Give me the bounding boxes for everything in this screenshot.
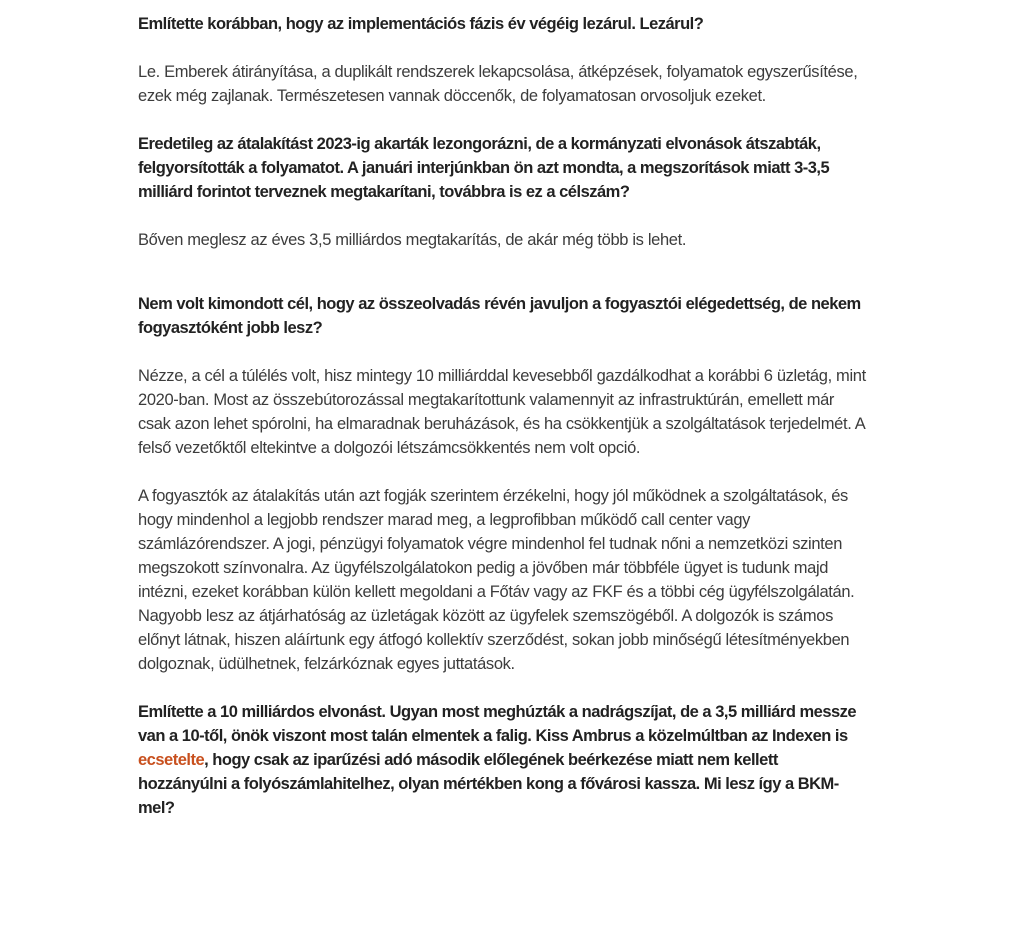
article-body [138,12,868,820]
interview-question: Említette korábban, hogy az implementációs fázis év végéig lezárul. Lezárul? [138,15,704,33]
interview-answer: A fogyasztók az átalakítás után azt fogják szerintem érzékelni, hogy jól működnek a szolgáltatások, és hogy mindenhol a legjobb rendszer marad meg, a legprofibban működő call center vagy számlázórendszer. A jogi, pénzügyi folyamatok végre mindenhol fel tudnak nőni a nemzetközi szinten megszokott színvonalra. Az ügyfélszolgálatokon pedig a jövőben már többféle ügyet is tudunk majd intézni, ezeket korábban külön kellett megoldani a Főtáv vagy az FKF és a többi cég ügyfélszolgálatán. Nagyobb lesz az átjárhatóság az üzletágak között az ügyfelek szemszögéből. A dolgozók is számos előnyt látnak, hiszen aláírtunk egy átfogó kollektív szerződést, sokan jobb minőségű létesítményekben dolgoznak, üdülhetnek, felzárkóznak egyes juttatások. [138,487,855,673]
interview-answer: Nézze, a cél a túlélés volt, hisz mintegy 10 milliárddal kevesebből gazdálkodhat a korábbi 6 üzletág, mint 2020-ban. Most az összebútorozással megtakarítottunk valamennyit az infrastruktúrán, emellett már csak azon lehet spórolni, ha elmaradnak beruházások, és ha csökkentjük a szolgáltatások terjedelmét. A felső vezetőktől eltekintve a dolgozói létszámcsökkentés nem volt opció. [138,367,866,457]
interview-answer: Bőven meglesz az éves 3,5 milliárdos megtakarítás, de akár még több is lehet. [138,231,687,249]
interview-question: Nem volt kimondott cél, hogy az összeolvadás révén javuljon a fogyasztói elégedettség, de nekem fogyasztóként jobb lesz? [138,295,861,337]
question-text-after-link: , hogy csak az iparűzési adó második előlegének beérkezése miatt nem kellett hozzányúlni a folyószámlahitelhez, olyan mértékben kong a fővárosi kassza. Mi lesz így a BKM-mel? [138,751,839,817]
question-text-before-link: Említette a 10 milliárdos elvonást. Ugyan most meghúzták a nadrágszíjat, de a 3,5 milliárd messze van a 10-től, önök viszont most talán elmentek a falig. Kiss Ambrus a közelmúltban az Indexen is [138,703,857,745]
ecsetelte-link[interactable]: ecsetelte [138,751,205,769]
interview-question: Eredetileg az átalakítást 2023-ig akarták lezongorázni, de a kormányzati elvonások átszabták, felgyorsították a folyamatot. A januári interjúnkban ön azt mondta, a megszorítások miatt 3-3,5 milliárd forintot terveznek megtakarítani, továbbra is ez a célszám? [138,135,830,201]
interview-answer: Le. Emberek átirányítása, a duplikált rendszerek lekapcsolása, átképzések, folyamatok egyszerűsítése, ezek még zajlanak. Természetesen vannak döccenők, de folyamatosan orvosoljuk ezeket. [138,63,858,105]
interview-question-with-link [138,700,868,820]
